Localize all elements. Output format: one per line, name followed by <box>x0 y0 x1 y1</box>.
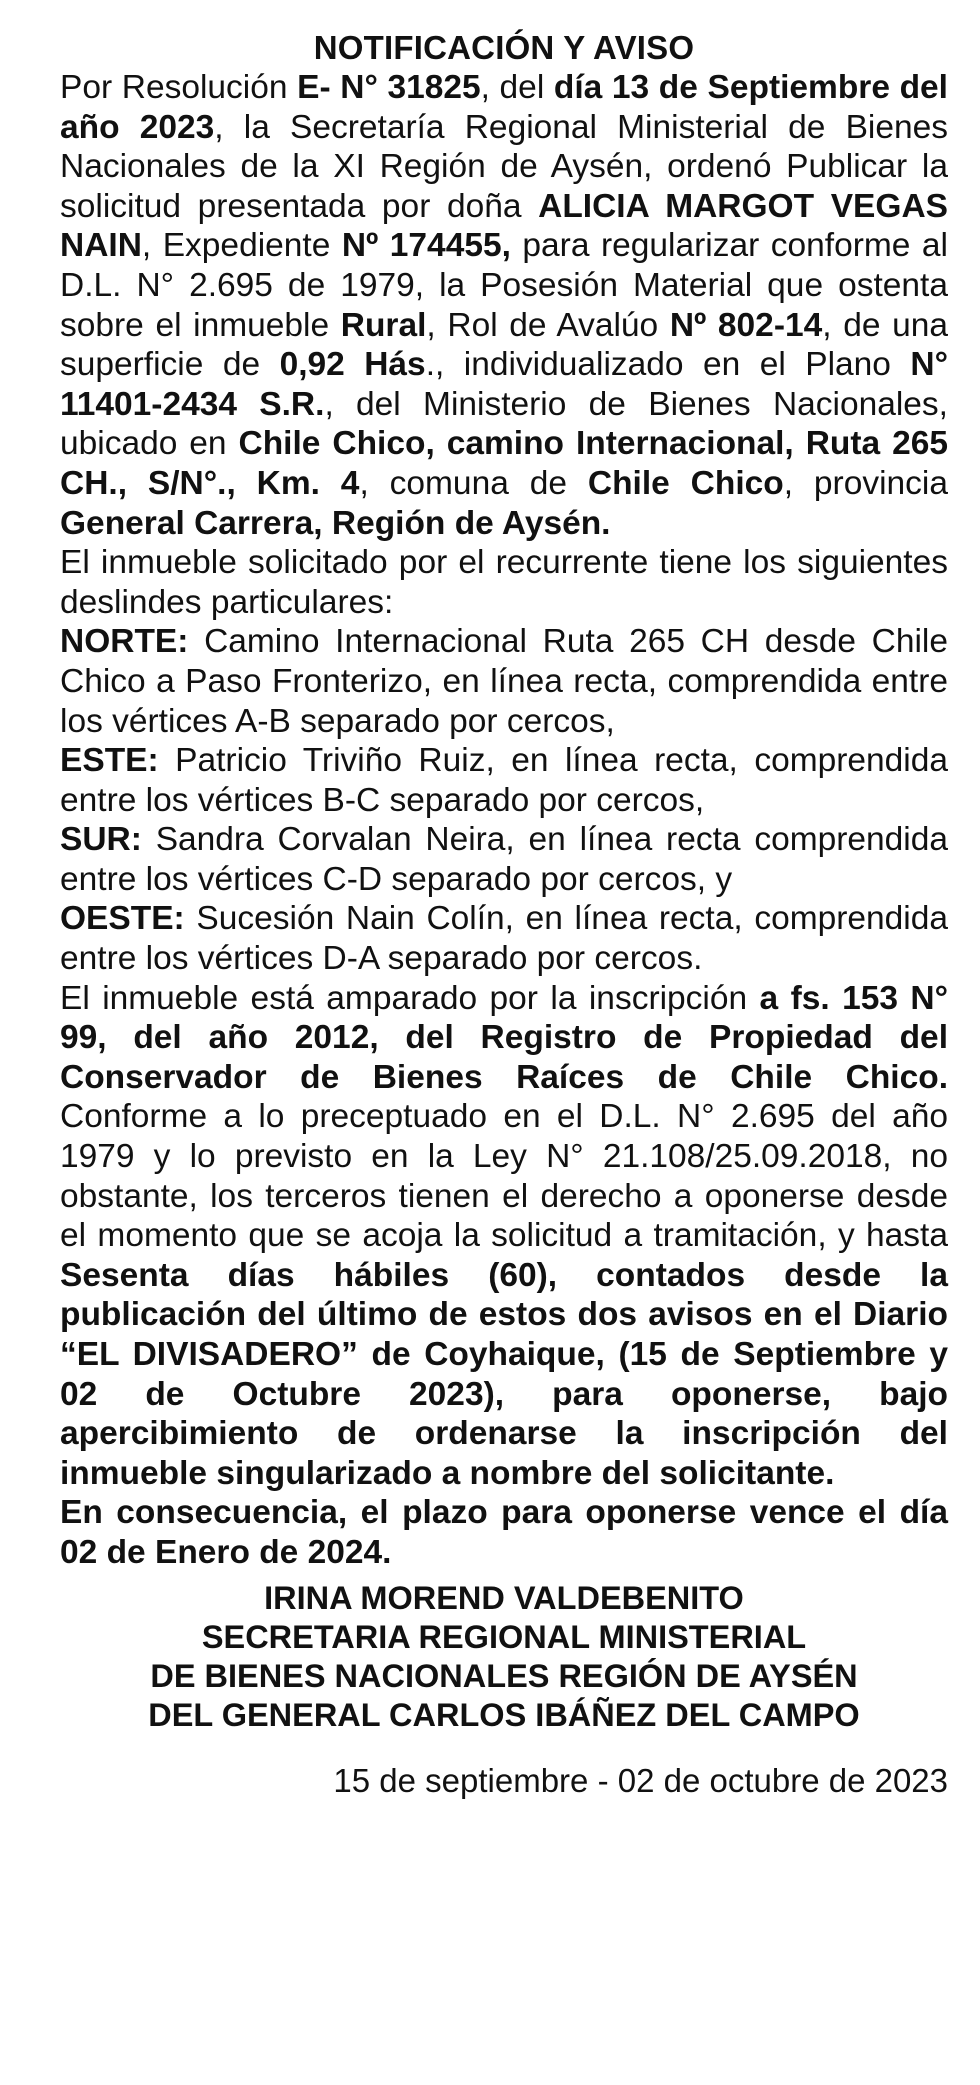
boundary-norte <box>60 622 948 741</box>
text-fragment: ., individualizado en el Plano <box>425 346 911 384</box>
boundary-label: NORTE: <box>60 623 189 661</box>
text-fragment: Por Resolución <box>60 69 298 106</box>
file-number: Nº 174455, <box>341 227 511 265</box>
notice-title: NOTIFICACIÓN Y AVISO <box>313 29 695 66</box>
boundary-text: Sandra Corvalan Neira, en línea recta comprendida entre los vértices C-D separado por cercos, y <box>60 821 948 898</box>
appraisal-role: Nº 802-14 <box>669 306 823 344</box>
boundary-este <box>60 741 948 820</box>
signatory-region: DEL GENERAL CARLOS IBÁÑEZ DEL CAMPO <box>148 1696 860 1733</box>
resolution-paragraph <box>60 68 948 543</box>
signature-block <box>60 1579 948 1735</box>
boundary-text: Sucesión Nain Colín, en línea recta, comprendida entre los vértices D-A separado por cercos. <box>60 900 948 978</box>
property-location: Chile Chico, camino Internacional, Ruta 265 CH., S/N°., Km. 4 <box>60 425 948 502</box>
plan-number: N° 11401-2434 S.R. <box>60 346 948 423</box>
applicant-name: ALICIA MARGOT VEGAS NAIN <box>60 187 948 265</box>
text-fragment: para regularizar conforme al D.L. N° 2.695 de 1979, la Posesión Material que ostenta sobre el inmueble <box>60 227 948 344</box>
boundary-label: ESTE: <box>60 742 159 780</box>
signatory-name: IRINA MOREND VALDEBENITO <box>264 1579 744 1616</box>
boundary-oeste <box>60 899 948 978</box>
boundary-text: Camino Internacional Ruta 265 CH desde Chile Chico a Paso Fronterizo, en línea recta, comprendida entre los vértices A-B separado por cercos, <box>60 623 948 740</box>
text-fragment: , del <box>480 69 554 106</box>
province-region: General Carrera, Región de Aysén. <box>60 504 611 542</box>
boundary-sur <box>60 820 948 899</box>
boundaries-intro: El inmueble solicitado por el recurrente tiene los siguientes deslindes particulares: <box>60 544 948 621</box>
resolution-number: E- N° 31825 <box>297 69 481 106</box>
text-fragment: Conforme a lo preceptuado en el D.L. N° 2.695 del año 1979 y lo previsto en la Ley N° 21.108/25.09.2018, no obstante, los terceros tienen el derecho a oponerse desde el momento que se acoja la solicitud a tramitación, y hasta <box>60 1098 948 1255</box>
surface-area: 0,92 Hás <box>279 346 426 384</box>
registration-details: a fs. 153 N° 99, del año 2012, del Registro de Propiedad del Conservador de Bienes Raíces de Chile Chico. <box>60 979 948 1096</box>
signatory-title: SECRETARIA REGIONAL MINISTERIAL <box>201 1618 807 1655</box>
boundary-text: Patricio Triviño Ruiz, en línea recta, comprendida entre los vértices B-C separado por cercos, <box>60 742 948 819</box>
property-type: Rural <box>340 306 427 344</box>
deadline-paragraph <box>60 1493 948 1572</box>
notice-body <box>60 68 948 1573</box>
resolution-date: día 13 de Septiembre del año 2023 <box>60 69 948 146</box>
registration-paragraph <box>60 979 948 1494</box>
text-fragment: , comuna de <box>359 464 588 502</box>
deadline-text: En consecuencia, el plazo para oponerse vence el día 02 de Enero de 2024. <box>60 1494 948 1571</box>
text-fragment: , provincia <box>783 464 948 502</box>
text-fragment: El inmueble está amparado por la inscripción <box>60 979 760 1017</box>
signatory-office: DE BIENES NACIONALES REGIÓN DE AYSÉN <box>150 1657 858 1694</box>
commune-name: Chile Chico <box>587 464 784 502</box>
text-fragment: , del Ministerio de Bienes Nacionales, ubicado en <box>60 385 948 463</box>
text-fragment: , la Secretaría Regional Ministerial de Bienes Nacionales de la XI Región de Aysén, ordenó Publicar la solicitud presentada por doña <box>60 108 948 225</box>
opposition-period: Sesenta días hábiles (60), contados desde la publicación del último de estos dos avisos en el Diario “EL DIVISADERO” de Coyhaique, (15 de Septiembre y 02 de Octubre 2023), para oponerse, bajo apercibimiento de ordenarse la inscripción del inmueble singularizado a nombre del solicitante. <box>60 1256 948 1492</box>
text-fragment: , Rol de Avalúo <box>426 306 670 344</box>
boundary-label: OESTE: <box>60 900 185 938</box>
boundary-label: SUR: <box>60 821 142 859</box>
text-fragment: , Expediente <box>141 227 342 265</box>
text-fragment: , de una superficie de <box>60 306 948 384</box>
publication-dates: 15 de septiembre - 02 de octubre de 2023 <box>333 1761 948 1799</box>
